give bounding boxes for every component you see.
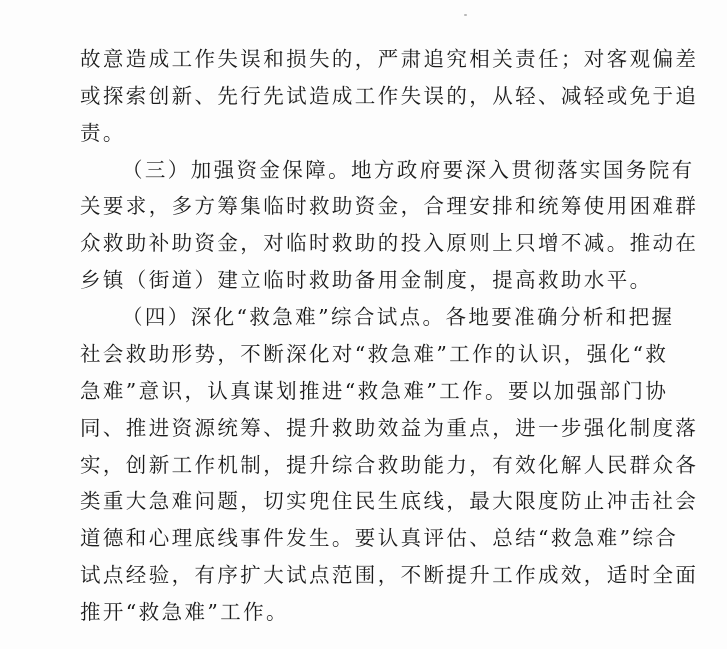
text-line: 实，创新工作机制，提升综合救助能力，有效化解人民群众各 (80, 453, 699, 477)
paragraph-heading-3: （三）加强资金保障。地方政府要深入贯彻落实国务院有 (122, 158, 695, 182)
text-line: 推开“救急难”工作。 (80, 600, 289, 624)
text-line: 社会救助形势，不断深化对“救急难”工作的认识，强化“救 (80, 342, 669, 366)
text-line: 乡镇（街道）建立临时救助备用金制度，提高救助水平。 (80, 268, 653, 292)
text-line: 关要求，多方筹集临时救助资金，合理安排和统筹使用困难群 (80, 194, 699, 218)
text-line: 类重大急难问题，切实兜住民生底线，最大限度防止冲击社会 (80, 489, 699, 513)
text-line: 故意造成工作失误和损失的，严肃追究相关责任；对客观偏差 (80, 47, 699, 71)
text-line: 道德和心理底线事件发生。要认真评估、总结“救急难”综合 (80, 526, 679, 550)
text-line: 责。 (80, 121, 126, 145)
text-line: 试点经验，有序扩大试点范围，不断提升工作成效，适时全面 (80, 563, 699, 587)
text-line: 急难”意识，认真谋划推进“救急难”工作。要以加强部门协 (80, 379, 669, 403)
text-line: 或探索创新、先行先试造成工作失误的，从轻、减轻或免于追 (80, 84, 699, 108)
text-line: 众救助补助资金，对临时救助的投入原则上只增不减。推动在 (80, 231, 699, 255)
paragraph-heading-4: （四）深化“救急难”综合试点。各地要准确分析和把握 (122, 305, 675, 329)
text-line: 同、推进资源统筹、提升救助效益为重点，进一步强化制度落 (80, 416, 699, 440)
scan-speck (464, 14, 467, 16)
